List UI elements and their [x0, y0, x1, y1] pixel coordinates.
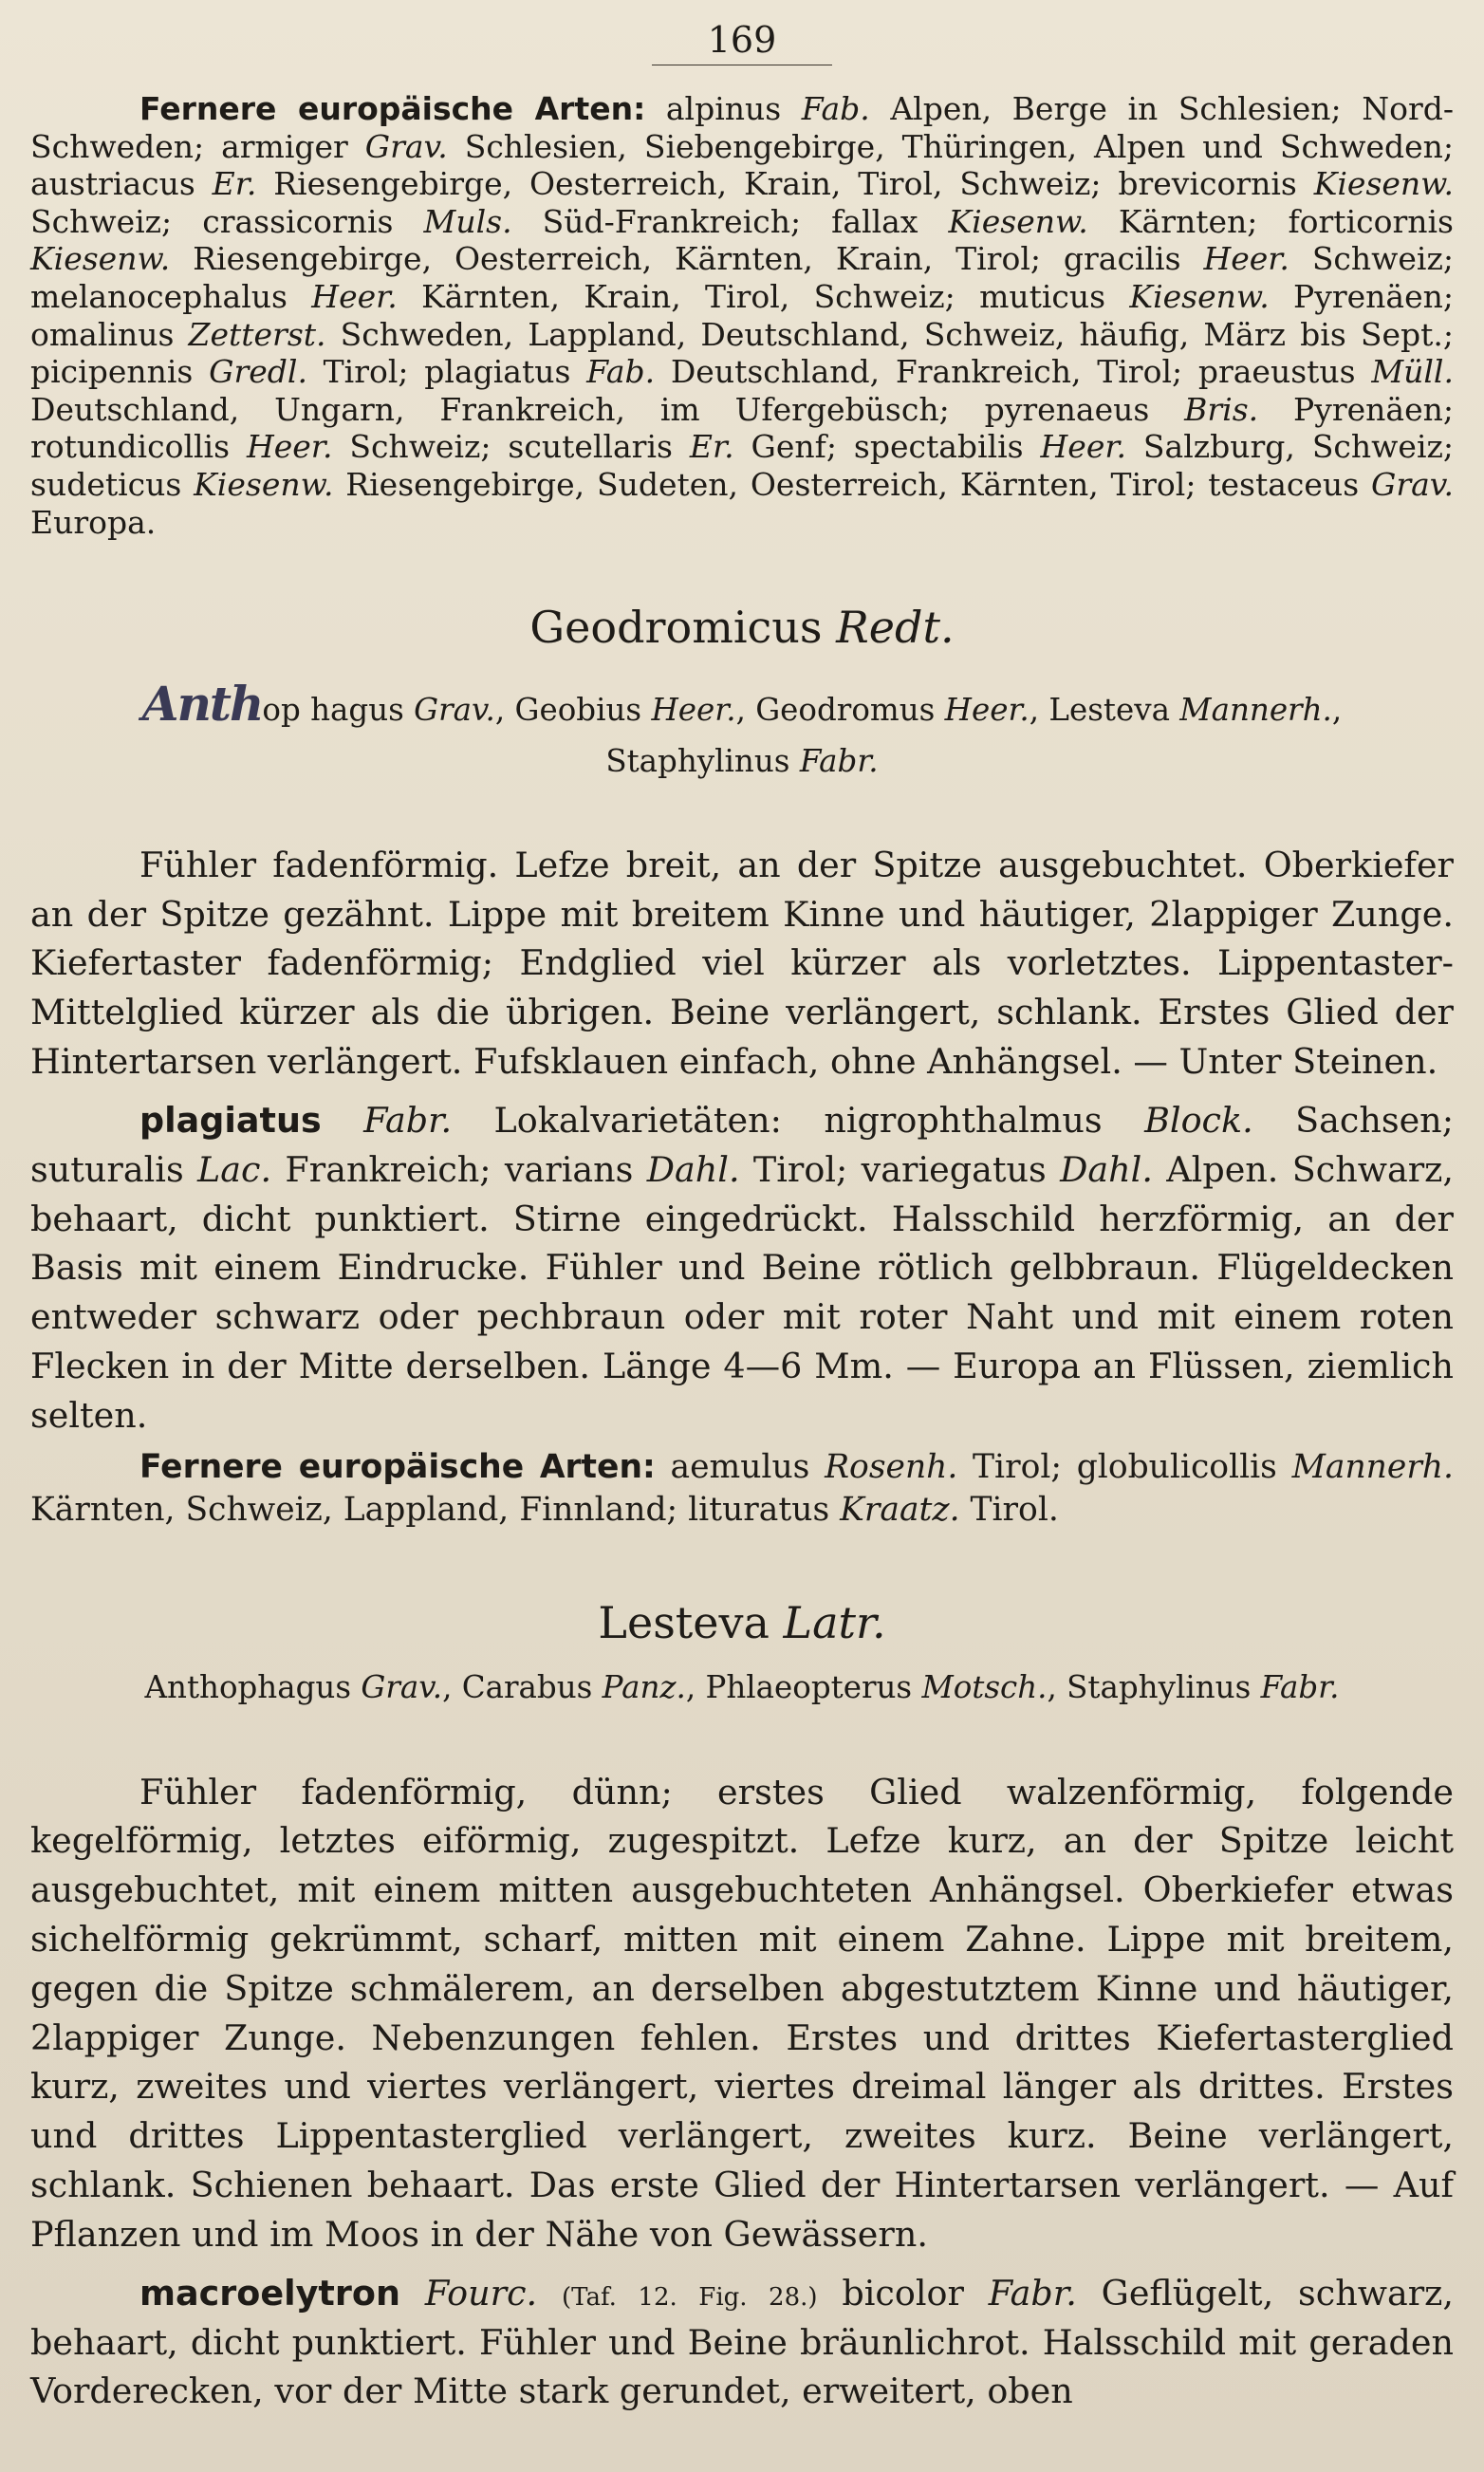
- author-abbrev: Heer.: [246, 428, 333, 466]
- author-abbrev: Muls.: [423, 202, 512, 240]
- text-run: Riesengebirge, Sudeten, Oesterreich, Kärnten, Tirol; testaceus: [333, 465, 1371, 503]
- text-run: op hagus: [262, 692, 415, 729]
- author-abbrev: Dahl.: [1060, 1148, 1153, 1190]
- text-run: Tirol; globulicollis: [957, 1447, 1292, 1486]
- text-run: , Staphylinus: [1047, 1669, 1261, 1706]
- text-run: Schweiz; scutellaris: [332, 428, 690, 466]
- text-run: Tirol; plagiatus: [306, 353, 587, 391]
- page-number: 169: [707, 19, 777, 61]
- text-run: Sachsen; suturalis: [30, 1099, 1454, 1190]
- text-run: Kärnten, Krain, Tirol, Schweiz; muticus: [397, 277, 1130, 315]
- text-run: Deutschland, Ungarn, Frankreich, im Ufergebüsch; pyrenaeus: [30, 390, 1185, 428]
- author-abbrev: Fabr.: [799, 742, 879, 779]
- text-run: , Geobius: [494, 692, 652, 729]
- text-run: Kärnten, Schweiz, Lappland, Finnland; lituratus: [30, 1490, 841, 1529]
- plate-reference: (Taf. 12. Fig. 28.): [561, 2282, 818, 2312]
- author-abbrev: Fab.: [586, 353, 656, 391]
- text-run: Lokalvarietäten: nigrophthalmus: [452, 1099, 1145, 1141]
- text-run: Salzburg, Schweiz; sudeticus: [30, 428, 1454, 503]
- author-abbrev: Bris.: [1184, 390, 1259, 428]
- text-run: Anthophagus: [144, 1669, 362, 1706]
- author-abbrev: Fabr.: [1260, 1669, 1340, 1706]
- author-abbrev: Heer.: [651, 692, 736, 729]
- text-run: Tirol; variegatus: [739, 1148, 1061, 1190]
- author-abbrev: Fabr.: [363, 1099, 453, 1141]
- geodromicus-synonyms: [30, 670, 1454, 784]
- lesteva-synonyms: [30, 1665, 1454, 1710]
- text-run: , Geodromus: [735, 692, 945, 729]
- text-run: Frankreich; varians: [271, 1148, 647, 1190]
- author-abbrev: Panz.: [602, 1669, 686, 1706]
- text-run: , Lesteva: [1029, 692, 1180, 729]
- text-run: Riesengebirge, Oesterreich, Krain, Tirol, Schweiz; brevicornis: [256, 165, 1314, 203]
- text-run: bicolor: [817, 2272, 989, 2314]
- text-run: Schweiz; melanocephalus: [30, 240, 1454, 315]
- species-macroelytron: macroelytron Fourc. (Taf. 12. Fig. 28.) bicolor Fabr. Geflügelt, schwarz, behaart, dicht punktiert. Fühler und Beine bräunlichrot. Halsschild mit geraden Vorderecken, vor der Mitte stark gerundet, erweitert, oben: [30, 2272, 1454, 2412]
- genus-title-lesteva: Lesteva Latr.: [598, 1597, 886, 1649]
- text-run: Schweden, Lappland, Deutschland, Schweiz, häufig, März bis Sept.; picipennis: [30, 315, 1455, 391]
- geodromicus-description: Fühler fadenförmig. Lefze breit, an der Spitze ausgebuchtet. Oberkiefer an der Spitze gezähnt. Lippe mit breitem Kinne und häutiger, 2lappiger Zunge. Kiefertaster fadenförmig; Endglied viel kürzer als vorletztes. Lippentaster-Mittelglied kürzer als die übrigen. Beine verlängert, schlank. Erstes Glied der Hintertarsen verlängert. Fufsklauen einfach, ohne Anhängsel. — Unter Steinen.: [30, 844, 1454, 1083]
- genus-title-geodromicus: Geodromicus Redt.: [529, 602, 955, 654]
- text-run: aemulus: [655, 1447, 825, 1486]
- text-run: Geflügelt, schwarz, behaart, dicht punktiert. Fühler und Beine bräunlichrot. Halsschild mit geraden Vorderecken, vor der Mitte stark gerundet, erweitert, oben: [30, 2272, 1454, 2412]
- author-abbrev: Dahl.: [646, 1148, 740, 1190]
- author-abbrev: Zetterst.: [188, 315, 326, 353]
- author-abbrev: Grav.: [361, 1669, 443, 1706]
- author-abbrev: Er.: [212, 165, 257, 203]
- text-run: Alpen, Berge in Schlesien; Nord-Schweden; armiger: [30, 90, 1454, 165]
- other-species-text: [30, 90, 1454, 541]
- author-abbrev: Kiesenw.: [948, 202, 1088, 240]
- text-run: ,: [1331, 692, 1343, 729]
- author-abbrev: Mannerh.: [1179, 692, 1332, 729]
- text-run: Genf; spectabilis: [733, 428, 1041, 466]
- handwritten-annotation: Anth: [141, 676, 263, 733]
- text-run: Staphylinus: [605, 742, 800, 779]
- geodromicus-other-species: Fernere europäische Arten: aemulus Rosenh. Tirol; globulicollis Mannerh. Kärnten, Schweiz, Lappland, Finnland; lituratus Kraatz. Tirol.: [30, 1447, 1454, 1529]
- species-plagiatus: [30, 1096, 1454, 1440]
- author-abbrev: Kraatz.: [840, 1490, 960, 1529]
- text-run: Alpen. Schwarz, behaart, dicht punktiert. Stirne eingedrückt. Halsschild herzförmig, an der Basis mit einem Eindrucke. Fühler und Beine rötlich gelbbraun. Flügeldecken entweder schwarz oder pechbraun oder mit roter Naht und mit einem roten Flecken in der Mitte derselben. Länge 4—6 Mm. — Europa an Flüssen, ziemlich selten.: [30, 1148, 1454, 1436]
- author-abbrev: Heer.: [311, 277, 398, 315]
- text-run: Europa.: [30, 503, 157, 541]
- text-run: Pyrenäen; rotundicollis: [30, 390, 1454, 466]
- text-run: , Phlaeopterus: [685, 1669, 922, 1706]
- text-run: Kärnten; forticornis: [1087, 202, 1454, 240]
- species-heading-plagiatus: plagiatus: [139, 1099, 322, 1141]
- species-heading-macroelytron: macroelytron: [139, 2272, 400, 2314]
- author-abbrev: Rosenh.: [825, 1447, 958, 1486]
- text-run: Tirol.: [959, 1490, 1059, 1529]
- author-abbrev: Kiesenw.: [1313, 165, 1454, 203]
- author-abbrev: Motsch.: [921, 1669, 1048, 1706]
- text-run: [322, 1100, 363, 1141]
- author-abbrev: Fabr.: [988, 2272, 1077, 2314]
- author-abbrev: Kiesenw.: [30, 240, 171, 278]
- text-run: Deutschland, Frankreich, Tirol; praeustus: [655, 353, 1372, 391]
- text-run: Pyrenäen; omalinus: [30, 277, 1454, 353]
- author-abbrev: Mannerh.: [1291, 1447, 1454, 1486]
- author-abbrev: Grav.: [1370, 465, 1454, 503]
- text-run: , Carabus: [442, 1669, 603, 1706]
- author-abbrev: Grav.: [364, 127, 448, 165]
- text-run: alpinus: [645, 90, 802, 127]
- lesteva-description: Fühler fadenförmig, dünn; erstes Glied walzenförmig, folgende kegelförmig, letztes eiförmig, zugespitzt. Lefze kurz, an der Spitze leicht ausgebuchtet, mit einem mitten ausgebuchteten Anhängsel. Oberkiefer etwas sichelförmig gekrümmt, scharf, mitten mit einem Zahne. Lippe mit breitem, gegen die Spitze schmälerem, an derselben abgestutztem Kinne und häutiger, 2lappiger Zunge. Nebenzungen fehlen. Erstes und drittes Kiefertasterglied kurz, zweites und viertes verlängert, viertes dreimal länger als drittes. Erstes und drittes Lippentasterglied verlängert, zweites kurz. Beine verlängert, schlank. Schienen behaart. Das erste Glied der Hintertarsen verlängert. — Auf Pflanzen und im Moos in der Nähe von Gewässern.: [30, 1771, 1454, 2255]
- other-species-heading: Fernere europäische Arten:: [139, 90, 646, 127]
- author-abbrev: Lac.: [197, 1148, 272, 1190]
- author-abbrev: Kiesenw.: [1129, 277, 1270, 315]
- author-abbrev: Gredl.: [209, 353, 307, 391]
- author-abbrev: Grav.: [414, 692, 495, 729]
- author-abbrev: Er.: [689, 428, 734, 466]
- text-run: Schweiz; crassicornis: [30, 202, 424, 240]
- author-abbrev: Müll.: [1371, 353, 1454, 391]
- author-abbrev: Kiesenw.: [194, 465, 334, 503]
- other-species-paragraph: [30, 90, 1454, 541]
- text-run: Riesengebirge, Oesterreich, Kärnten, Krain, Tirol; gracilis: [170, 240, 1204, 278]
- author-abbrev: Heer.: [944, 692, 1030, 729]
- author-abbrev: Block.: [1144, 1099, 1253, 1141]
- author-abbrev: Heer.: [1203, 240, 1289, 278]
- text-run: Süd-Frankreich; fallax: [511, 202, 949, 240]
- text-run: Schlesien, Siebengebirge, Thüringen, Alpen und Schweden; austriacus: [30, 127, 1454, 203]
- author-abbrev: Fab.: [801, 90, 870, 127]
- author-abbrev: Heer.: [1040, 428, 1127, 466]
